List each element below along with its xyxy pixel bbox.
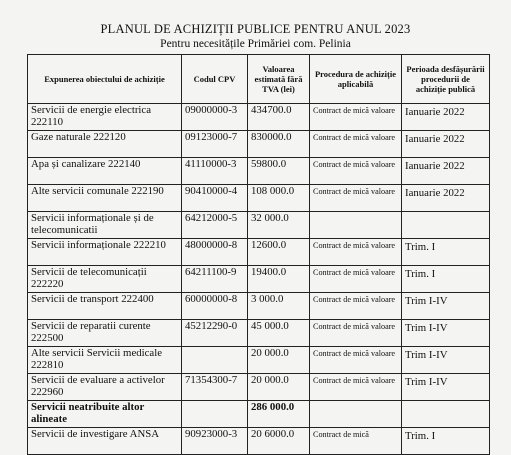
table-row xyxy=(28,158,490,185)
cell-cpv: 71354300-7 xyxy=(182,374,248,401)
cell-value: 20 000.0 xyxy=(248,347,310,374)
cell-object: Servicii de transport 222400 xyxy=(28,293,182,320)
cell-period: Trim I-IV xyxy=(402,293,490,320)
cell-procedure: Contract de mică valoare xyxy=(310,239,402,266)
cell-period: Trim. I xyxy=(402,428,490,455)
cell-object: Apa și canalizare 222140 xyxy=(28,158,182,185)
table-body xyxy=(28,104,490,455)
cell-procedure: Contract de mică valoare xyxy=(310,293,402,320)
table-row xyxy=(28,212,490,239)
cell-cpv: 09000000-3 xyxy=(182,104,248,131)
cell-object: Servicii de energie electrica 222110 xyxy=(28,104,182,131)
table-row xyxy=(28,347,490,374)
document-title: PLANUL DE ACHIZIȚII PUBLICE PENTRU ANUL 2023 xyxy=(100,22,411,36)
cell-object: Servicii de telecomunicații 222220 xyxy=(28,266,182,293)
cell-period: Trim I-IV xyxy=(402,320,490,347)
header-cpv: Codul CPV xyxy=(182,55,248,104)
cell-value: 20 6000.0 xyxy=(248,428,310,455)
cell-value: 45 000.0 xyxy=(248,320,310,347)
cell-value: 434700.0 xyxy=(248,104,310,131)
cell-cpv: 60000000-8 xyxy=(182,293,248,320)
cell-value: 19400.0 xyxy=(248,266,310,293)
cell-cpv: 90923000-3 xyxy=(182,428,248,455)
table-row xyxy=(28,401,490,428)
cell-period: Trim I-IV xyxy=(402,347,490,374)
cell-value: 32 000.0 xyxy=(248,212,310,239)
cell-cpv xyxy=(182,401,248,428)
table-header-row xyxy=(28,55,490,104)
cell-value: 59800.0 xyxy=(248,158,310,185)
cell-period: Ianuarie 2022 xyxy=(402,158,490,185)
table-row xyxy=(28,185,490,212)
cell-object: Servicii de evaluare a activelor 222960 xyxy=(28,374,182,401)
cell-procedure: Contract de mică valoare xyxy=(310,374,402,401)
cell-object: Servicii neatribuite altor alineate xyxy=(28,401,182,428)
header-period: Perioada desfășurării procedurii de achiziție publică xyxy=(402,55,490,104)
cell-cpv: 48000000-8 xyxy=(182,239,248,266)
table-row xyxy=(28,239,490,266)
table-row xyxy=(28,131,490,158)
table-row xyxy=(28,374,490,401)
cell-period: Ianuarie 2022 xyxy=(402,104,490,131)
cell-cpv: 64211100-9 xyxy=(182,266,248,293)
cell-value: 20 000.0 xyxy=(248,374,310,401)
table-row xyxy=(28,320,490,347)
cell-period xyxy=(402,212,490,239)
table-row xyxy=(28,104,490,131)
cell-object: Gaze naturale 222120 xyxy=(28,131,182,158)
cell-procedure xyxy=(310,212,402,239)
cell-value: 3 000.0 xyxy=(248,293,310,320)
cell-period: Trim. I xyxy=(402,239,490,266)
cell-cpv xyxy=(182,347,248,374)
cell-object: Servicii informaționale 222210 xyxy=(28,239,182,266)
cell-period xyxy=(402,401,490,428)
cell-value: 12600.0 xyxy=(248,239,310,266)
cell-procedure: Contract de mică valoare xyxy=(310,320,402,347)
cell-procedure: Contract de mică valoare xyxy=(310,347,402,374)
cell-period: Trim I-IV xyxy=(402,374,490,401)
cell-procedure xyxy=(310,401,402,428)
cell-cpv: 09123000-7 xyxy=(182,131,248,158)
cell-procedure: Contract de mică xyxy=(310,428,402,455)
cell-period: Trim. I xyxy=(402,266,490,293)
header-value: Valoarea estimată fără TVA (lei) xyxy=(248,55,310,104)
procurement-table xyxy=(27,54,490,455)
cell-procedure: Contract de mică valoare xyxy=(310,131,402,158)
cell-procedure: Contract de mică valoare xyxy=(310,266,402,293)
header-object: Expunerea obiectului de achiziție xyxy=(28,55,182,104)
cell-cpv: 64212000-5 xyxy=(182,212,248,239)
table-row xyxy=(28,293,490,320)
cell-object: Alte servicii comunale 222190 xyxy=(28,185,182,212)
cell-procedure: Contract de mică valoare xyxy=(310,158,402,185)
cell-value: 286 000.0 xyxy=(248,401,310,428)
cell-period: Ianuarie 2022 xyxy=(402,185,490,212)
cell-value: 108 000.0 xyxy=(248,185,310,212)
cell-cpv: 90410000-4 xyxy=(182,185,248,212)
cell-object: Servicii informaționale și de telecomunicatii xyxy=(28,212,182,239)
cell-cpv: 45212290-0 xyxy=(182,320,248,347)
cell-value: 830000.0 xyxy=(248,131,310,158)
table-row xyxy=(28,266,490,293)
document-subtitle: Pentru necesitățile Primăriei com. Pelinia xyxy=(160,38,351,50)
cell-procedure: Contract de mică valoare xyxy=(310,104,402,131)
cell-object: Alte servicii Servicii medicale 222810 xyxy=(28,347,182,374)
cell-cpv: 41110000-3 xyxy=(182,158,248,185)
cell-object: Servicii de reparatii curente 222500 xyxy=(28,320,182,347)
cell-object: Servicii de investigare ANSA xyxy=(28,428,182,455)
cell-procedure: Contract de mică valoare xyxy=(310,185,402,212)
cell-period: Ianuarie 2022 xyxy=(402,131,490,158)
header-procedure: Procedura de achiziție aplicabilă xyxy=(310,55,402,104)
table-row xyxy=(28,428,490,455)
